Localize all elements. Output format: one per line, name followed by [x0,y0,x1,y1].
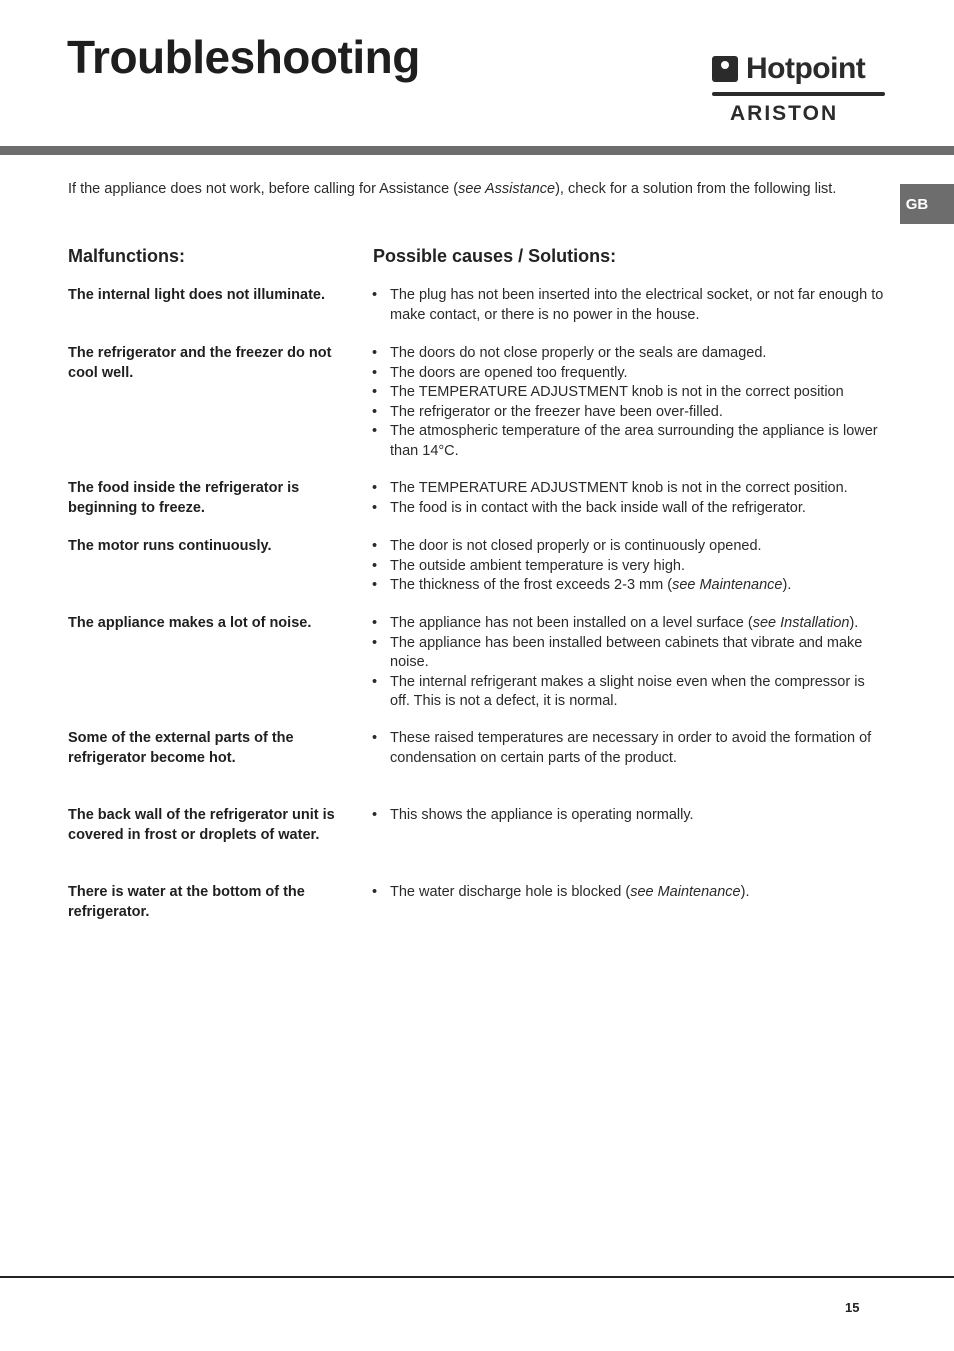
cause-list [372,729,888,768]
intro-text-end: ), check for a solution from the following list. [555,181,837,197]
cause-item [372,499,888,519]
cause-text: The TEMPERATURE ADJUSTMENT knob is not in the correct position [390,384,844,400]
cause-text: The appliance has been installed between cabinets that vibrate and make noise. [390,634,863,670]
cause-text: The outside ambient temperature is very high. [390,557,685,574]
cause-item [372,673,888,712]
malfunction-label: The refrigerator and the freezer do not cool well. [68,345,332,381]
cause-text: The doors are opened too frequently. [390,364,628,381]
cause-text: The TEMPERATURE ADJUSTMENT knob is not in the correct position. [390,480,848,496]
cause-text: This shows the appliance is operating normally. [390,807,694,823]
cause-text: The appliance has not been installed on a level surface ( [390,615,753,631]
cause-text: The water discharge hole is blocked ( [390,884,631,900]
cause-text-end: ). [740,884,750,900]
malfunction-label: The food inside the refrigerator is beginning to freeze. [68,480,300,516]
intro-text [68,181,898,197]
cause-item [372,576,888,596]
cause-item [372,729,888,768]
brand-subname: ARISTON [730,102,839,125]
malfunction-label: Some of the external parts of the refrigerator become hot. [68,730,294,766]
brand-mark-icon [712,56,738,82]
footer-divider [0,1276,954,1278]
causes-heading: Possible causes / Solutions: [373,246,617,266]
cause-item [372,422,888,461]
cause-item [372,383,888,403]
cause-item [372,286,888,325]
malfunction-label: The internal light does not illuminate. [68,287,325,303]
cause-text: The internal refrigerant makes a slight noise even when the compressor is off. This is not a defect, it is normal. [390,673,865,709]
cause-reference: see Maintenance [630,884,741,900]
cause-item [372,557,888,577]
cause-item [372,344,888,364]
cause-text: The refrigerator or the freezer have been over-filled. [390,403,723,420]
brand-divider [712,92,885,96]
header-divider [0,146,954,155]
cause-text: The atmospheric temperature of the area surrounding the appliance is lower than 14°C. [390,423,878,459]
page-number: 15 [845,1300,860,1315]
cause-text: The food is in contact with the back inside wall of the refrigerator. [390,499,806,516]
cause-text: These raised temperatures are necessary in order to avoid the formation of condensation on certain parts of the product. [390,730,872,766]
cause-item [372,883,888,903]
cause-reference: see Maintenance [672,577,783,593]
cause-text: The doors do not close properly or the seals are damaged. [390,345,767,361]
malfunctions-heading: Malfunctions: [68,246,185,266]
cause-text-end: ). [849,615,859,631]
cause-list [372,344,888,461]
brand-name: Hotpoint [746,52,866,85]
cause-list [372,806,888,826]
cause-reference: see Installation [752,615,850,631]
cause-item [372,537,888,557]
cause-text-end: ). [782,577,792,593]
malfunction-label: The back wall of the refrigerator unit is covered in frost or droplets of water. [68,807,335,843]
malfunction-label: There is water at the bottom of the refrigerator. [68,884,305,920]
cause-list [372,286,888,325]
cause-list [372,614,888,712]
malfunction-label: The appliance makes a lot of noise. [68,615,312,631]
cause-item [372,479,888,499]
cause-item [372,364,888,384]
language-tab-label: GB [905,195,929,213]
cause-list [372,883,888,903]
cause-text: The door is not closed properly or is continuously opened. [390,538,762,554]
malfunction-label: The motor runs continuously. [68,538,272,554]
cause-item [372,614,888,634]
brand-logo [712,52,887,124]
intro-text-start: If the appliance does not work, before calling for Assistance ( [68,181,459,197]
cause-list [372,537,888,596]
cause-item [372,403,888,423]
cause-item [372,806,888,826]
page-title: Troubleshooting [67,31,420,83]
cause-text: The plug has not been inserted into the electrical socket, or not far enough to make contact, or there is no power in the house. [390,287,884,323]
intro-reference: see Assistance [458,181,556,197]
cause-list [372,479,888,518]
cause-text: The thickness of the frost exceeds 2-3 mm ( [390,577,673,593]
cause-item [372,634,888,673]
language-tab [900,184,954,224]
